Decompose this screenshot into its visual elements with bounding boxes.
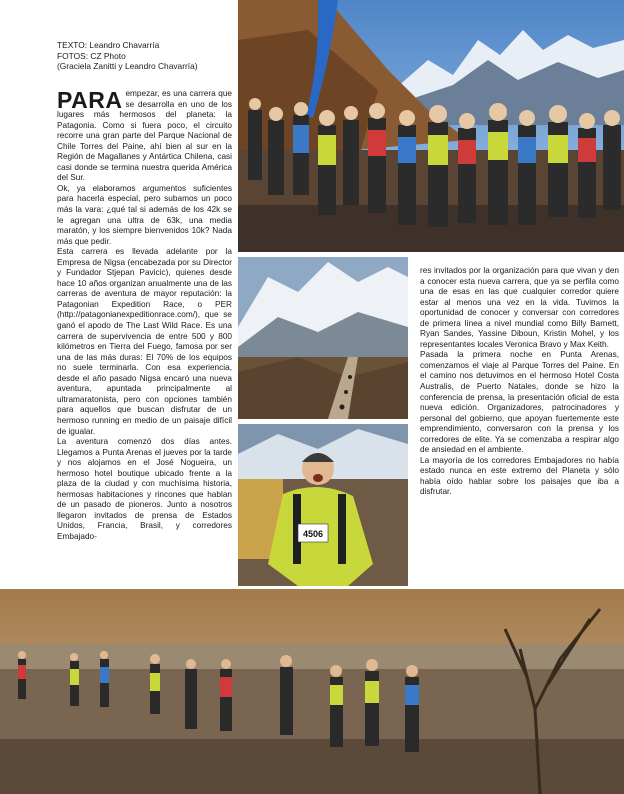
article-paragraph <box>57 89 232 184</box>
race-start-photo <box>238 0 624 252</box>
author-credit: TEXTO: Leandro Chavarría <box>57 40 160 50</box>
runners-plain-photo <box>0 589 624 794</box>
paragraph-text: empezar, es una carrera que se desarrolla en uno de los lugares más hermosos del planeta: la Patagonia. Como si fuera poco, el circuito recorre una gran parte del Parque Nacional de Chile Torres del Paine, ahí bien al sur en la Región de Magallanes y Antártica Chilena, casi casi donde se termina nuestra querida América del Sur. <box>57 89 232 183</box>
article-paragraph: Ok, ya elaboramos argumentos suficientes para hacerla especial, pero subamos un poco más la vara: ¿qué tal si además de los 42k se le agregan una ultra de 63k, una media maratón, y los siempre bienvenidos 10k? Nada más que pedir. <box>57 183 232 246</box>
article-paragraph: La mayoría de los corredores Embajadores no había estado nunca en este extremo del Planeta y sólo había oído hablar sobre los paisajes que iba a disfrutar. <box>420 455 619 497</box>
article-paragraph: res invitados por la organización para que vivan y den a conocer esta nueva carrera, que ya se perfila como una de esas en las que cualquier corredor quiere estar al menos una vez en la vida. Tuvimos la oportunidad de conocer y conversar con corredores de primera línea a nivel mundial como Billy Barnett, Ryan Sandes, Yassine Diboun, Kristin Mohel, y los representantes locales Veronica Bravo y Max Keith. <box>420 266 619 349</box>
photographer-names: (Graciela Zanitti y Leandro Chavarría) <box>57 61 198 72</box>
runner-bib-number: 4506 <box>302 529 324 539</box>
article-paragraph: Esta carrera es llevada adelante por la Empresa de Nigsa (encabezada por su Director y Fundador Stjepan Pavicic), quienes desde hace 10 años organizan anualmente una de las carreras de aventura de mayor reputación: la Patagonian Expedition Race, o PER (http://patagonianexpeditionrace.com/), que se ganó el apodo de The Last Wild Race. Es una carrera de supervivencia de entre 500 y 800 kilómetros en Tierra del Fuego, famosa por ser una de las más duras: El 70% de los equipos no suele terminarla. Con esa experiencia, desde el año pasado Nigsa encaró una nueva aventura, apuntada principalmente al ultramaratonista, pero con opciones también para aquellos que buscan disfrutar de un hermoso running en medio de un paisaje difícil de igualar. <box>57 247 232 436</box>
article-column-left <box>57 89 232 543</box>
article-column-right <box>420 266 619 498</box>
article-paragraph: La aventura comenzó dos días antes. Llegamos a Punta Arenas el jueves por la tarde y nos alojamos en el José Nogueira, un hermoso hotel boutique ubicado frente a la plaza de la ciudad y con muchísima historia, hermosas habitaciones y rincones que hablan de un pasado de pioneros. Junto a nosotros llegaron invitados de prensa de Estados Unidos, Francia, Brasil, y corredores Embajado- <box>57 437 232 541</box>
article-paragraph: Pasada la primera noche en Punta Arenas, comenzamos el viaje al Parque Torres del Paine. En el camino nos detuvimos en el hermoso Hotel Costa Australis, de Puerto Natales, donde se hizo la conferencia de prensa, la presentación oficial de esta nueva edición. Organizadores, patrocinadores y personal del gobierno, que apoyan fuertemente este emprendimiento, conversaron con la prensa y los corredores de elite. Ya se comenzaba a respirar algo de ansiedad en el ambiente. <box>420 350 619 455</box>
photographer-credit: FOTOS: CZ Photo <box>57 50 126 61</box>
mountain-road-photo <box>238 257 408 419</box>
dropcap: PARA <box>57 87 123 113</box>
photo-credits <box>57 40 198 72</box>
runner-closeup-photo <box>238 424 408 586</box>
